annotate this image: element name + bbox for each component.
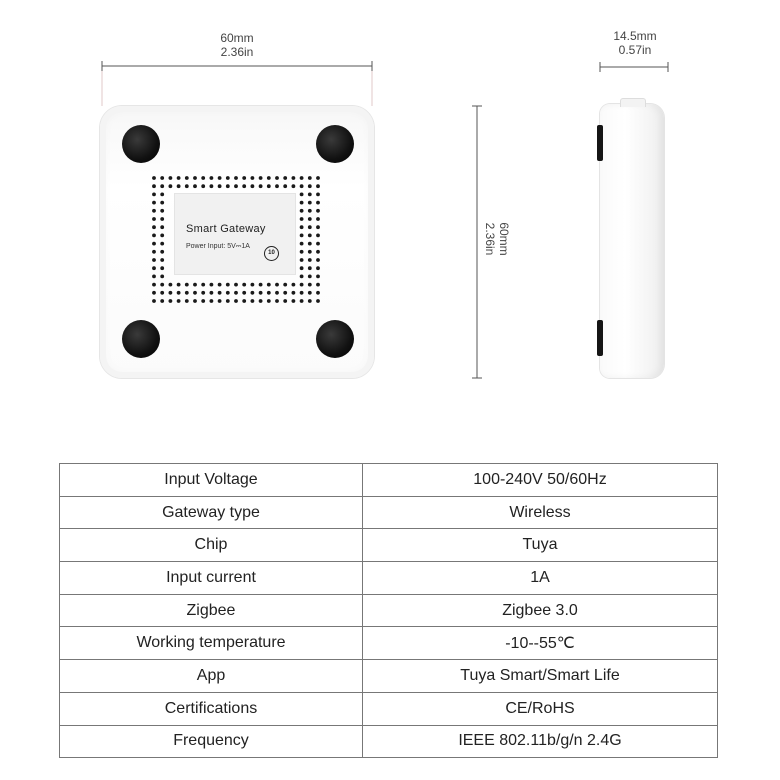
vent-hole [300,225,304,229]
vent-hole [283,299,287,303]
vent-hole [152,283,156,287]
vent-hole [177,176,181,180]
vent-hole [160,176,164,180]
vent-hole [259,184,263,188]
side-foot-bottom [597,320,603,356]
vent-hole [185,283,189,287]
vent-hole [169,184,173,188]
vent-hole [160,283,164,287]
vent-hole [193,283,197,287]
product-label-title: Smart Gateway [186,223,266,235]
vent-hole [185,299,189,303]
vent-hole [316,283,320,287]
vent-hole [218,283,222,287]
vent-hole [283,176,287,180]
vent-hole [275,283,279,287]
spec-table [59,463,718,758]
vent-hole [292,299,296,303]
spec-key: Input Voltage [60,464,363,497]
vent-hole [275,299,279,303]
vent-hole [300,250,304,254]
spec-key: Zigbee [60,594,363,627]
vent-hole [259,283,263,287]
spec-value: Tuya [363,529,718,562]
spec-value: IEEE 802.11b/g/n 2.4G [363,725,718,758]
vent-hole [275,176,279,180]
vent-hole [316,184,320,188]
spec-key: Gateway type [60,496,363,529]
vent-hole [292,283,296,287]
vent-hole [251,283,255,287]
vent-hole [316,266,320,270]
table-row [60,725,718,758]
vent-hole [234,291,238,295]
vent-hole [152,266,156,270]
table-row [60,529,718,562]
vent-hole [160,266,164,270]
spec-key: Frequency [60,725,363,758]
vent-hole [193,299,197,303]
spec-key: Chip [60,529,363,562]
table-row [60,496,718,529]
vent-hole [267,184,271,188]
spec-value: Wireless [363,496,718,529]
vent-hole [300,242,304,246]
vent-hole [292,176,296,180]
vent-hole [308,201,312,205]
vent-hole [308,242,312,246]
spec-value: -10--55℃ [363,627,718,660]
vent-hole [292,184,296,188]
vent-hole [185,184,189,188]
vent-hole [308,266,312,270]
vent-hole [283,283,287,287]
vent-hole [152,250,156,254]
side-foot-top [597,125,603,161]
vent-hole [218,176,222,180]
table-row [60,692,718,725]
vent-hole [152,201,156,205]
table-row [60,562,718,595]
vent-hole [234,184,238,188]
vent-hole [152,193,156,197]
vent-hole [177,299,181,303]
vent-hole [259,291,263,295]
vent-hole [316,242,320,246]
vent-hole [242,184,246,188]
vent-hole [152,242,156,246]
vent-hole [300,176,304,180]
table-row [60,660,718,693]
vent-hole [259,299,263,303]
vent-hole [316,225,320,229]
vent-hole [308,291,312,295]
spec-value: 100-240V 50/60Hz [363,464,718,497]
vent-hole [201,283,205,287]
vent-hole [152,291,156,295]
vent-hole [160,217,164,221]
vent-hole [242,299,246,303]
vent-hole [300,299,304,303]
vent-hole [160,201,164,205]
vent-hole [160,193,164,197]
vent-hole [308,299,312,303]
vent-hole [308,234,312,238]
vent-hole [185,176,189,180]
vent-hole [226,283,230,287]
vent-hole [242,283,246,287]
vent-hole [201,176,205,180]
vent-hole [308,176,312,180]
vent-hole [193,291,197,295]
vent-hole [152,217,156,221]
vent-hole [316,217,320,221]
vent-hole [160,299,164,303]
vent-hole [300,283,304,287]
vent-hole [316,258,320,262]
vent-hole [160,225,164,229]
vent-hole [242,291,246,295]
vent-hole [210,299,214,303]
vent-hole [259,176,263,180]
vent-hole [316,299,320,303]
spec-value: Zigbee 3.0 [363,594,718,627]
vent-hole [234,176,238,180]
vent-hole [308,283,312,287]
depth-in: 0.57in [618,43,652,57]
vent-hole [316,193,320,197]
side-top-tab [620,98,646,107]
vent-hole [193,176,197,180]
vent-hole [267,176,271,180]
vent-hole [160,258,164,262]
vent-hole [152,184,156,188]
vent-hole [169,291,173,295]
vent-hole [275,184,279,188]
vent-hole [308,184,312,188]
vent-hole [234,283,238,287]
gateway-side-view [600,104,664,378]
vent-hole [169,176,173,180]
vent-hole [160,209,164,213]
vent-hole [226,184,230,188]
vent-hole [300,184,304,188]
vent-hole [300,201,304,205]
vent-hole [152,258,156,262]
vent-hole [201,291,205,295]
vent-hole [218,291,222,295]
table-row [60,627,718,660]
vent-hole [316,250,320,254]
vent-hole [152,275,156,279]
vent-hole [169,283,173,287]
depth-mm: 14.5mm [613,29,657,43]
efficiency-badge-icon: 10 [264,246,279,261]
vent-hole [210,291,214,295]
height-in: 2.36in [483,222,497,256]
vent-hole [226,299,230,303]
spec-key: Working temperature [60,627,363,660]
vent-hole [251,299,255,303]
vent-hole [300,193,304,197]
spec-key: Certifications [60,692,363,725]
spec-value: CE/RoHS [363,692,718,725]
vent-hole [160,275,164,279]
vent-hole [275,291,279,295]
vent-hole [308,225,312,229]
vent-hole [201,299,205,303]
vent-hole [226,176,230,180]
vent-hole [177,291,181,295]
vent-hole [218,184,222,188]
vent-hole [300,291,304,295]
vent-hole [316,234,320,238]
height-dimension-label [483,189,511,289]
vent-hole [251,291,255,295]
vent-hole [308,250,312,254]
vent-hole [316,291,320,295]
vent-hole [300,275,304,279]
vent-hole [251,184,255,188]
vent-hole [160,234,164,238]
vent-hole [316,209,320,213]
vent-hole [160,184,164,188]
vent-hole [152,299,156,303]
vent-hole [152,234,156,238]
vent-hole [177,283,181,287]
vent-hole [210,176,214,180]
vent-hole [283,184,287,188]
vent-hole [267,291,271,295]
vent-hole [185,291,189,295]
vent-hole [267,283,271,287]
vent-hole [300,258,304,262]
vent-hole [308,193,312,197]
vent-hole [169,299,173,303]
vent-hole [160,250,164,254]
vent-hole [193,184,197,188]
vent-hole [300,209,304,213]
vent-hole [316,275,320,279]
spec-key: App [60,660,363,693]
vent-hole [308,275,312,279]
vent-hole [152,176,156,180]
vent-hole [210,283,214,287]
spec-value: 1A [363,562,718,595]
vent-hole [201,184,205,188]
vent-hole [283,291,287,295]
vent-hole [316,201,320,205]
vent-hole [160,291,164,295]
vent-hole [226,291,230,295]
vent-hole [177,184,181,188]
vent-hole [300,234,304,238]
spec-key: Input current [60,562,363,595]
vent-hole [251,176,255,180]
width-mm: 60mm [220,31,254,45]
vent-hole [308,217,312,221]
table-row [60,594,718,627]
vent-hole [308,209,312,213]
vent-hole [267,299,271,303]
vent-hole [218,299,222,303]
table-row [60,464,718,497]
vent-hole [160,242,164,246]
vent-hole [316,176,320,180]
height-mm: 60mm [497,222,511,256]
vent-hole [152,209,156,213]
vent-hole [300,217,304,221]
vent-hole [300,266,304,270]
product-label-power: Power Input: 5V⎓1A [186,243,250,250]
vent-hole [292,291,296,295]
spec-value: Tuya Smart/Smart Life [363,660,718,693]
vent-hole [234,299,238,303]
vent-hole [242,176,246,180]
width-in: 2.36in [220,45,254,59]
vent-hole [308,258,312,262]
vent-hole [152,225,156,229]
vent-hole [210,184,214,188]
